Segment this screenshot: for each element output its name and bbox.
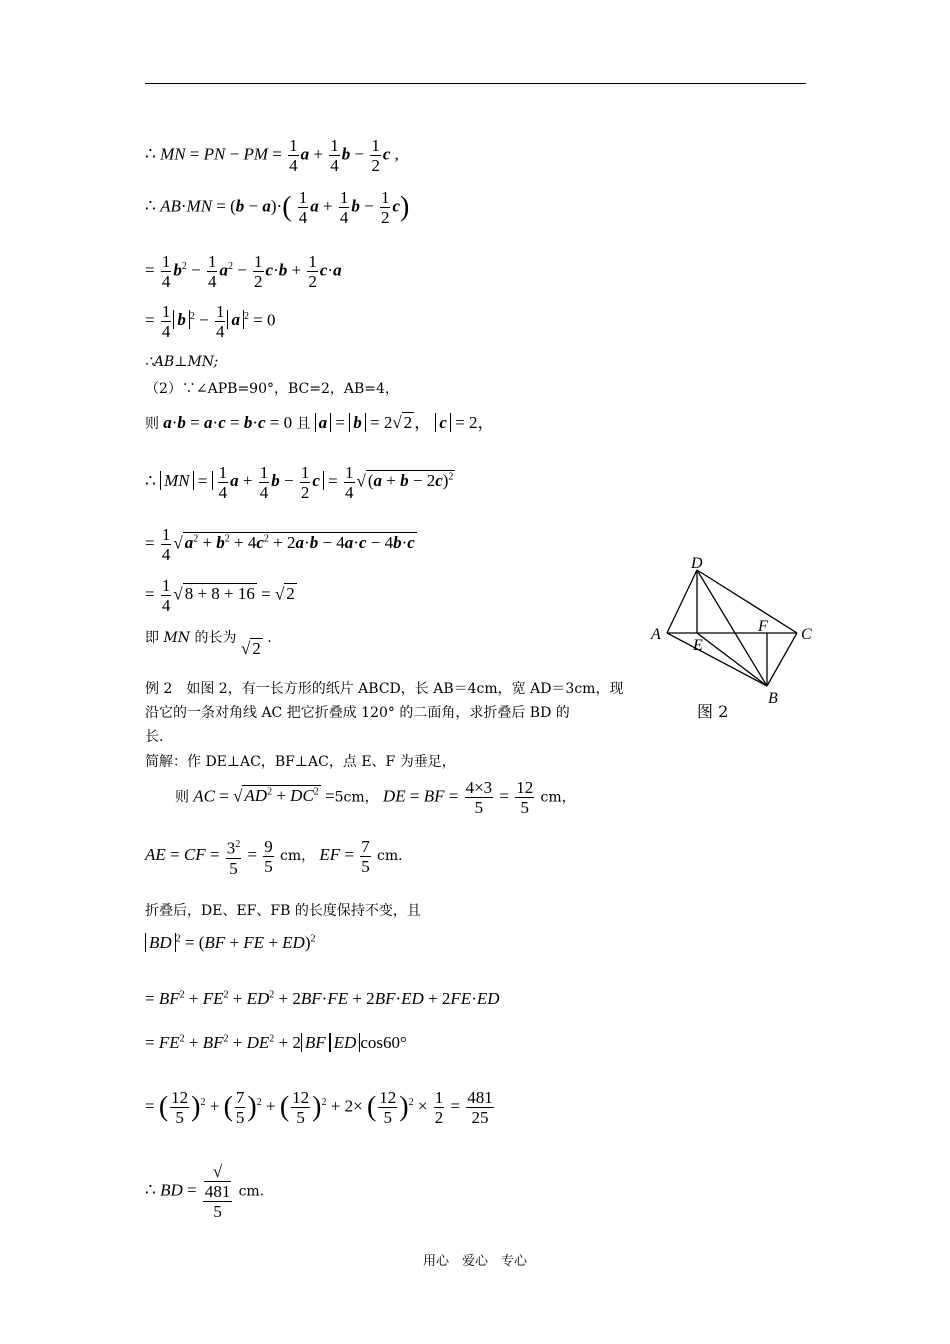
fold-note: 折叠后，DE、EF、FB 的长度保持不变，且 <box>145 903 421 919</box>
eq-bd-expand: = $BF^2 + FE^2 + ED^2 + 2BF\cdot FE + 2BF\cdot ED + 2FE\cdot ED$ <box>145 989 500 1008</box>
eq-ac-de: 则 AC = √ $AD^2 + DC^2 =5cm$， DE = BF = $\frac{4\times 3}{5}$ = $\frac{12}{5}$ cm， <box>175 778 576 817</box>
point-b: B <box>768 690 778 707</box>
part2-given: （2）∵∠APB=90°，BC=2，AB=4， <box>145 381 399 397</box>
example2-problem <box>145 677 623 749</box>
figure-2 <box>640 555 830 725</box>
eq-bd-numeric: = ( $\frac{12}{5}$ )$^2$ + ( $\frac{7}{5}$ )$^2$ + ( $\frac{12}{5}$ )$^2$ + 2× ( $\frac{12}{5}$ )$^2$ × $\frac{1}{2}$ = $\frac{481}{25}$ <box>145 1088 493 1127</box>
eq-ab-dot-mn: ∴ AB·MN = (b − a)·( $\frac{1}{4}$ a + $\frac{1}{4}$ b − $\frac{1}{2}$ c) <box>145 188 410 227</box>
eq-bd-squared: BD $^2$ = (BF + FE + ED)$^2$ <box>145 933 316 953</box>
solution-intro: 简解：作 DE⊥AC，BF⊥AC，点 E、F 为垂足， <box>145 754 456 770</box>
eq-bd-result: ∴ BD = √ 481 5 cm. <box>145 1162 265 1221</box>
figure-caption: 图 2 <box>697 702 729 721</box>
eq-expand: = $\frac{1}{4}$ $b^2$ − $\frac{1}{4}$ $a^2$ − $\frac{1}{2}$ c·b + $\frac{1}{2}$ c·a <box>145 252 342 291</box>
problem-line-1: 例 2 如图 2，有一长方形的纸片 ABCD，长 AB＝4cm，宽 AD＝3cm，现 <box>145 681 624 697</box>
eq-ae-ef: AE = CF = $\frac{3^2}{5}$ = $\frac{9}{5}$ cm， EF = $\frac{7}{5}$ cm. <box>145 836 403 878</box>
eq-dot-products: 则 a·b = a·c = b·c = 0 且 a = b = 2√ 2 ， c = 2， <box>145 413 495 432</box>
eq-zero: = $\frac{1}{4}$ b $^2$ − $\frac{1}{4}$ a $^2$ = 0 <box>145 302 276 341</box>
point-a: A <box>651 626 661 643</box>
point-f: F <box>758 618 768 635</box>
eq-mn-length: ∴ MN = $\frac{1}{4}$ a + $\frac{1}{4}$ b − $\frac{1}{2}$ c = $\frac{1}{4}$ √ $(a + b - 2c)^2$ <box>145 463 454 502</box>
point-c: C <box>801 626 812 643</box>
conclusion-perp: ∴AB⊥MN; <box>145 354 219 370</box>
problem-line-2: 沿它的一条对角线 AC 把它折叠成 120° 的二面角，求折叠后 BD 的 <box>145 705 570 721</box>
eq-sqrt-value: = $\frac{1}{4}$ √ 8 + 8 + 16 = √ 2 <box>145 576 295 615</box>
point-d: D <box>691 555 703 572</box>
problem-line-3: 长. <box>145 729 164 745</box>
eq-mn: ∴ MN = PN − PM = $\frac{1}{4}$ a + $\frac{1}{4}$ b − $\frac{1}{2}$ c , <box>145 136 399 175</box>
point-e: E <box>693 637 703 654</box>
eq-sqrt-expand: = $\frac{1}{4}$ √ $a^2 + b^2 + 4c^2 + 2a\cdot b - 4a\cdot c - 4b\cdot c$ <box>145 525 415 564</box>
header-rule <box>145 83 806 84</box>
mn-result: 即 MN 的长为 √ 2 . <box>145 630 272 658</box>
eq-bd-cos: = $FE^2 + BF^2 + DE^2 + 2$ BF ED cos60° <box>145 1033 407 1052</box>
page-footer: 用心 爱心 专心 <box>422 1254 527 1269</box>
